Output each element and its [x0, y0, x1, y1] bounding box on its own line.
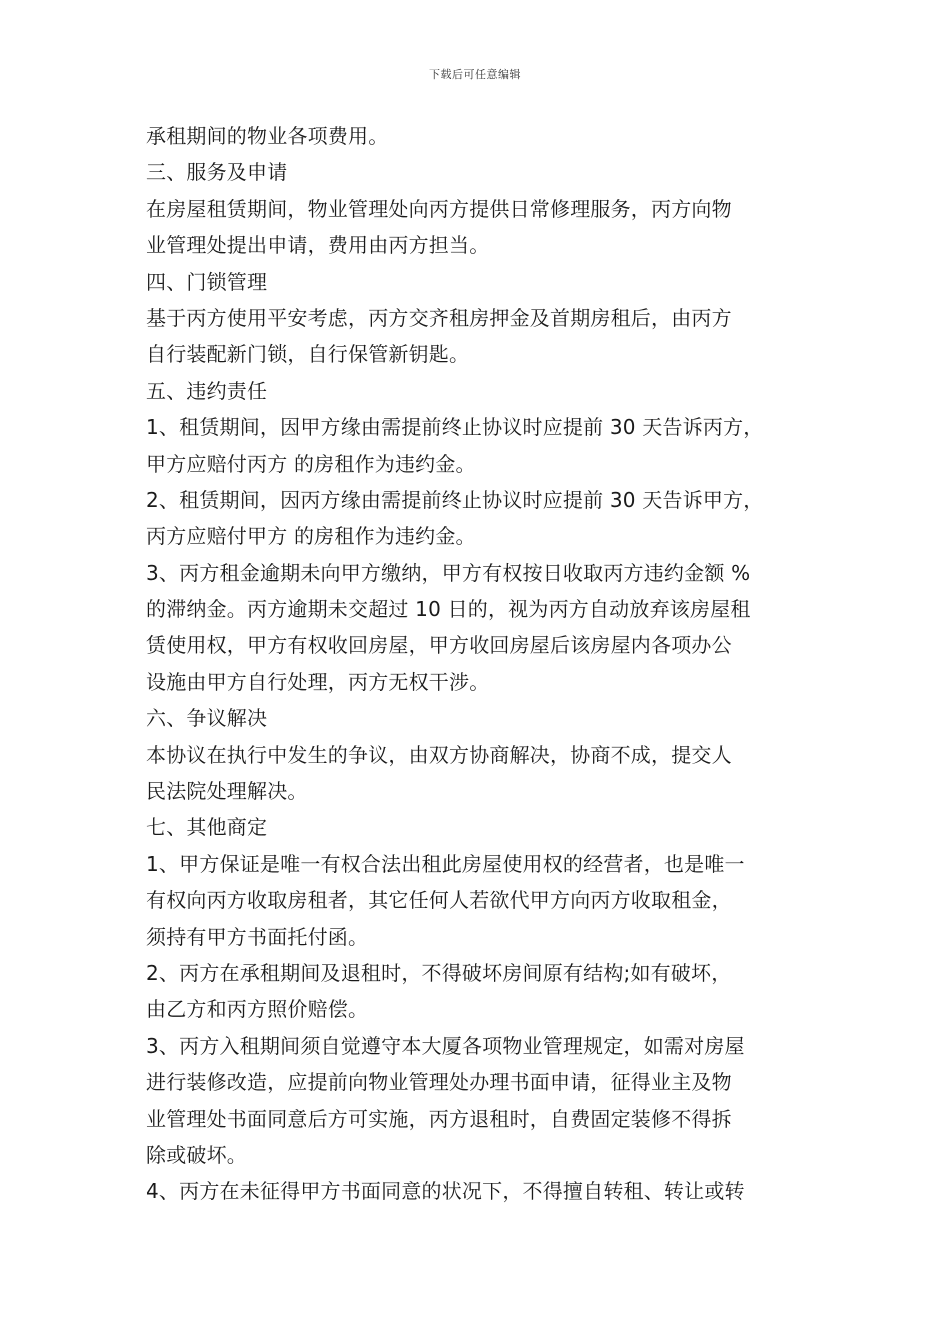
text-line: 在房屋租赁期间，物业管理处向丙方提供日常修理服务，丙方向物 [146, 196, 732, 221]
section-heading: 四、门锁管理 [146, 269, 268, 294]
document-body [146, 118, 826, 1210]
section-heading: 六、争议解决 [146, 706, 268, 731]
text-line: 2、租赁期间，因丙方缘由需提前终止协议时应提前 30 天告诉甲方， [146, 487, 764, 512]
page-header: 下载后可任意编辑 [429, 68, 521, 81]
text-line: 的滞纳金。丙方逾期未交超过 10 日的，视为丙方自动放弃该房屋租 [146, 597, 751, 622]
text-line: 民法院处理解决。 [146, 779, 308, 804]
text-line: 由乙方和丙方照价赔偿。 [146, 997, 369, 1022]
text-line: 3、丙方租金逾期未向甲方缴纳，甲方有权按日收取丙方违约金额 % [146, 560, 751, 585]
text-line: 赁使用权，甲方有权收回房屋，甲方收回房屋后该房屋内各项办公 [146, 633, 732, 658]
text-line: 丙方应赔付甲方 的房租作为违约金。 [146, 524, 476, 549]
section-heading: 五、违约责任 [146, 378, 268, 403]
text-line: 甲方应赔付丙方 的房租作为违约金。 [146, 451, 476, 476]
text-line: 业管理处书面同意后方可实施，丙方退租时，自费固定装修不得拆 [146, 1106, 732, 1131]
text-line: 承租期间的物业各项费用。 [146, 124, 389, 148]
section-heading: 三、服务及申请 [146, 160, 288, 185]
text-line: 基于丙方使用平安考虑，丙方交齐租房押金及首期房租后，由丙方 [146, 305, 732, 330]
text-line: 1、甲方保证是唯一有权合法出租此房屋使用权的经营者，也是唯一 [146, 851, 745, 876]
text-line: 业管理处提出申请，费用由丙方担当。 [146, 233, 490, 258]
text-line: 进行装修改造，应提前向物业管理处办理书面申请，征得业主及物 [146, 1070, 732, 1095]
text-line: 3、丙方入租期间须自觉遵守本大厦各项物业管理规定，如需对房屋 [146, 1033, 745, 1058]
text-line: 有权向丙方收取房租者，其它任何人若欲代甲方向丙方收取租金， [146, 888, 732, 913]
text-line: 自行装配新门锁，自行保管新钥匙。 [146, 342, 470, 367]
text-line: 本协议在执行中发生的争议，由双方协商解决，协商不成，提交人 [146, 742, 732, 767]
text-line: 4、丙方在未征得甲方书面同意的状况下，不得擅自转租、转让或转 [146, 1179, 745, 1204]
text-line: 除或破坏。 [146, 1142, 247, 1167]
text-line: 2、丙方在承租期间及退租时，不得破坏房间原有结构;如有破坏， [146, 960, 732, 985]
text-line: 设施由甲方自行处理，丙方无权干涉。 [146, 669, 490, 694]
text-line: 1、租赁期间，因甲方缘由需提前终止协议时应提前 30 天告诉丙方， [146, 415, 764, 440]
section-heading: 七、其他商定 [146, 815, 268, 840]
text-line: 须持有甲方书面托付函。 [146, 924, 369, 949]
